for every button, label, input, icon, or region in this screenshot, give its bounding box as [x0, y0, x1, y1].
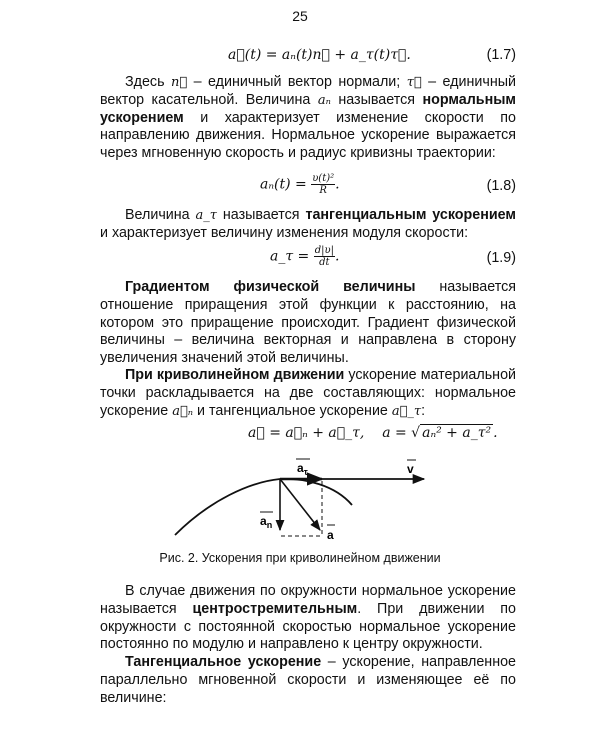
- equation-1-9-number: (1.9): [486, 250, 516, 266]
- fraction-denominator: R: [319, 185, 327, 196]
- text: В случае движения по окружности нормальное ускорение называется: [100, 583, 516, 617]
- text: Величина: [125, 207, 196, 223]
- term-centripetal: центростремительным: [192, 600, 358, 617]
- equation-end: .: [493, 425, 498, 441]
- fraction-denominator: dt: [319, 257, 330, 268]
- equation-1-7-formula: a⃗(t) = aₙ(t)n⃗ + a_τ(t)τ⃗.: [228, 47, 411, 63]
- text: :: [421, 402, 426, 419]
- label-a-n: [260, 514, 272, 530]
- equation-1-9-formula: a_τ = $\frac{d|\upsilon|}{dt}$ .: [270, 245, 340, 268]
- label-a-tau: [297, 461, 308, 477]
- label-a-tau-main: a: [297, 461, 304, 475]
- term-curvilinear-motion: При криволинейном движении: [125, 367, 345, 383]
- equation-sum-formula: a⃗ = a⃗ₙ + a⃗_τ, a = √ aₙ² + a_τ² .: [248, 425, 498, 441]
- term-tangential-definition: Тангенциальное ускорение: [125, 654, 322, 670]
- text: . При движении по окружности с постоянной скоростью нормальное ускорение постоянно по модулю и направлено к центру окружности.: [100, 600, 516, 653]
- fraction-numerator: d|υ|: [314, 245, 334, 256]
- text: называется: [216, 207, 306, 223]
- term-gradient: Градиентом физической величины: [125, 279, 416, 295]
- text: – единичный вектор касательной. Величина: [100, 74, 516, 108]
- text: – ускорение, направленное параллельно мгновенной скорости и изменяющее её по величине:: [100, 654, 516, 706]
- equation-vector-sum: a⃗ = a⃗ₙ + a⃗_τ,: [248, 425, 365, 441]
- label-a: a: [327, 528, 334, 542]
- sqrt-content: aₙ² + a_τ²: [422, 425, 492, 441]
- page-number: 25: [292, 8, 308, 24]
- text: и тангенциальное ускорение: [193, 402, 392, 419]
- text: ускорение материальной точки раскладывается на две составляющих: нормальное ускорение: [100, 367, 517, 419]
- math-a-tau-vector: a⃗_τ: [391, 403, 422, 419]
- text: называется отношение приращения этой функции к расстоянию, на котором это приращение происходит. Градиент физической величины – величина векторная и направлена в сторону увеличения значений этой величины.: [100, 279, 516, 367]
- paragraph-centripetal: [100, 583, 516, 654]
- text: Здесь: [125, 74, 171, 90]
- equation-1-8-formula: aₙ(t) = $\frac{\text{υ(t)²}}{R}$ .: [260, 173, 340, 196]
- math-a-tau: a_τ: [195, 208, 217, 223]
- label-a-n-main: a: [260, 514, 267, 528]
- equation-1-8-lhs: aₙ(t) =: [260, 176, 307, 193]
- fraction-numerator: υ(t)²: [312, 173, 335, 184]
- equation-1-9-lhs: a_τ =: [270, 248, 310, 265]
- text: и характеризует изменение скорости по направлению движения. Нормальное ускорение выражается через мгновенную скорость и радиус кривизны траектории:: [100, 109, 516, 162]
- term-normal-acceleration: нормальным ускорением: [100, 91, 516, 126]
- equation-magnitude-lhs: a =: [382, 425, 407, 441]
- figure-caption: Рис. 2. Ускорения при криволинейном движении: [159, 551, 441, 565]
- equation-1-8-number: (1.8): [486, 178, 516, 194]
- label-v: v: [407, 462, 414, 476]
- math-a-n-vector: a⃗ₙ: [172, 403, 194, 419]
- math-tau-vector: τ⃗: [406, 75, 422, 90]
- math-n-vector: n⃗: [170, 75, 188, 90]
- math-a-n: aₙ: [317, 92, 331, 108]
- total-acceleration-arrow: [280, 479, 320, 530]
- label-a-tau-sub: τ: [303, 467, 308, 477]
- term-tangential-acceleration: тангенциальным ускорением: [305, 207, 516, 223]
- text: называется: [330, 91, 423, 108]
- text: и характеризует величину изменения модуля скорости:: [100, 224, 469, 241]
- text: – единичный вектор нормали;: [187, 74, 407, 90]
- label-a-n-sub: n: [266, 520, 273, 530]
- paragraph-tangential-definition: [100, 654, 516, 707]
- equation-1-7-number: (1.7): [486, 47, 516, 63]
